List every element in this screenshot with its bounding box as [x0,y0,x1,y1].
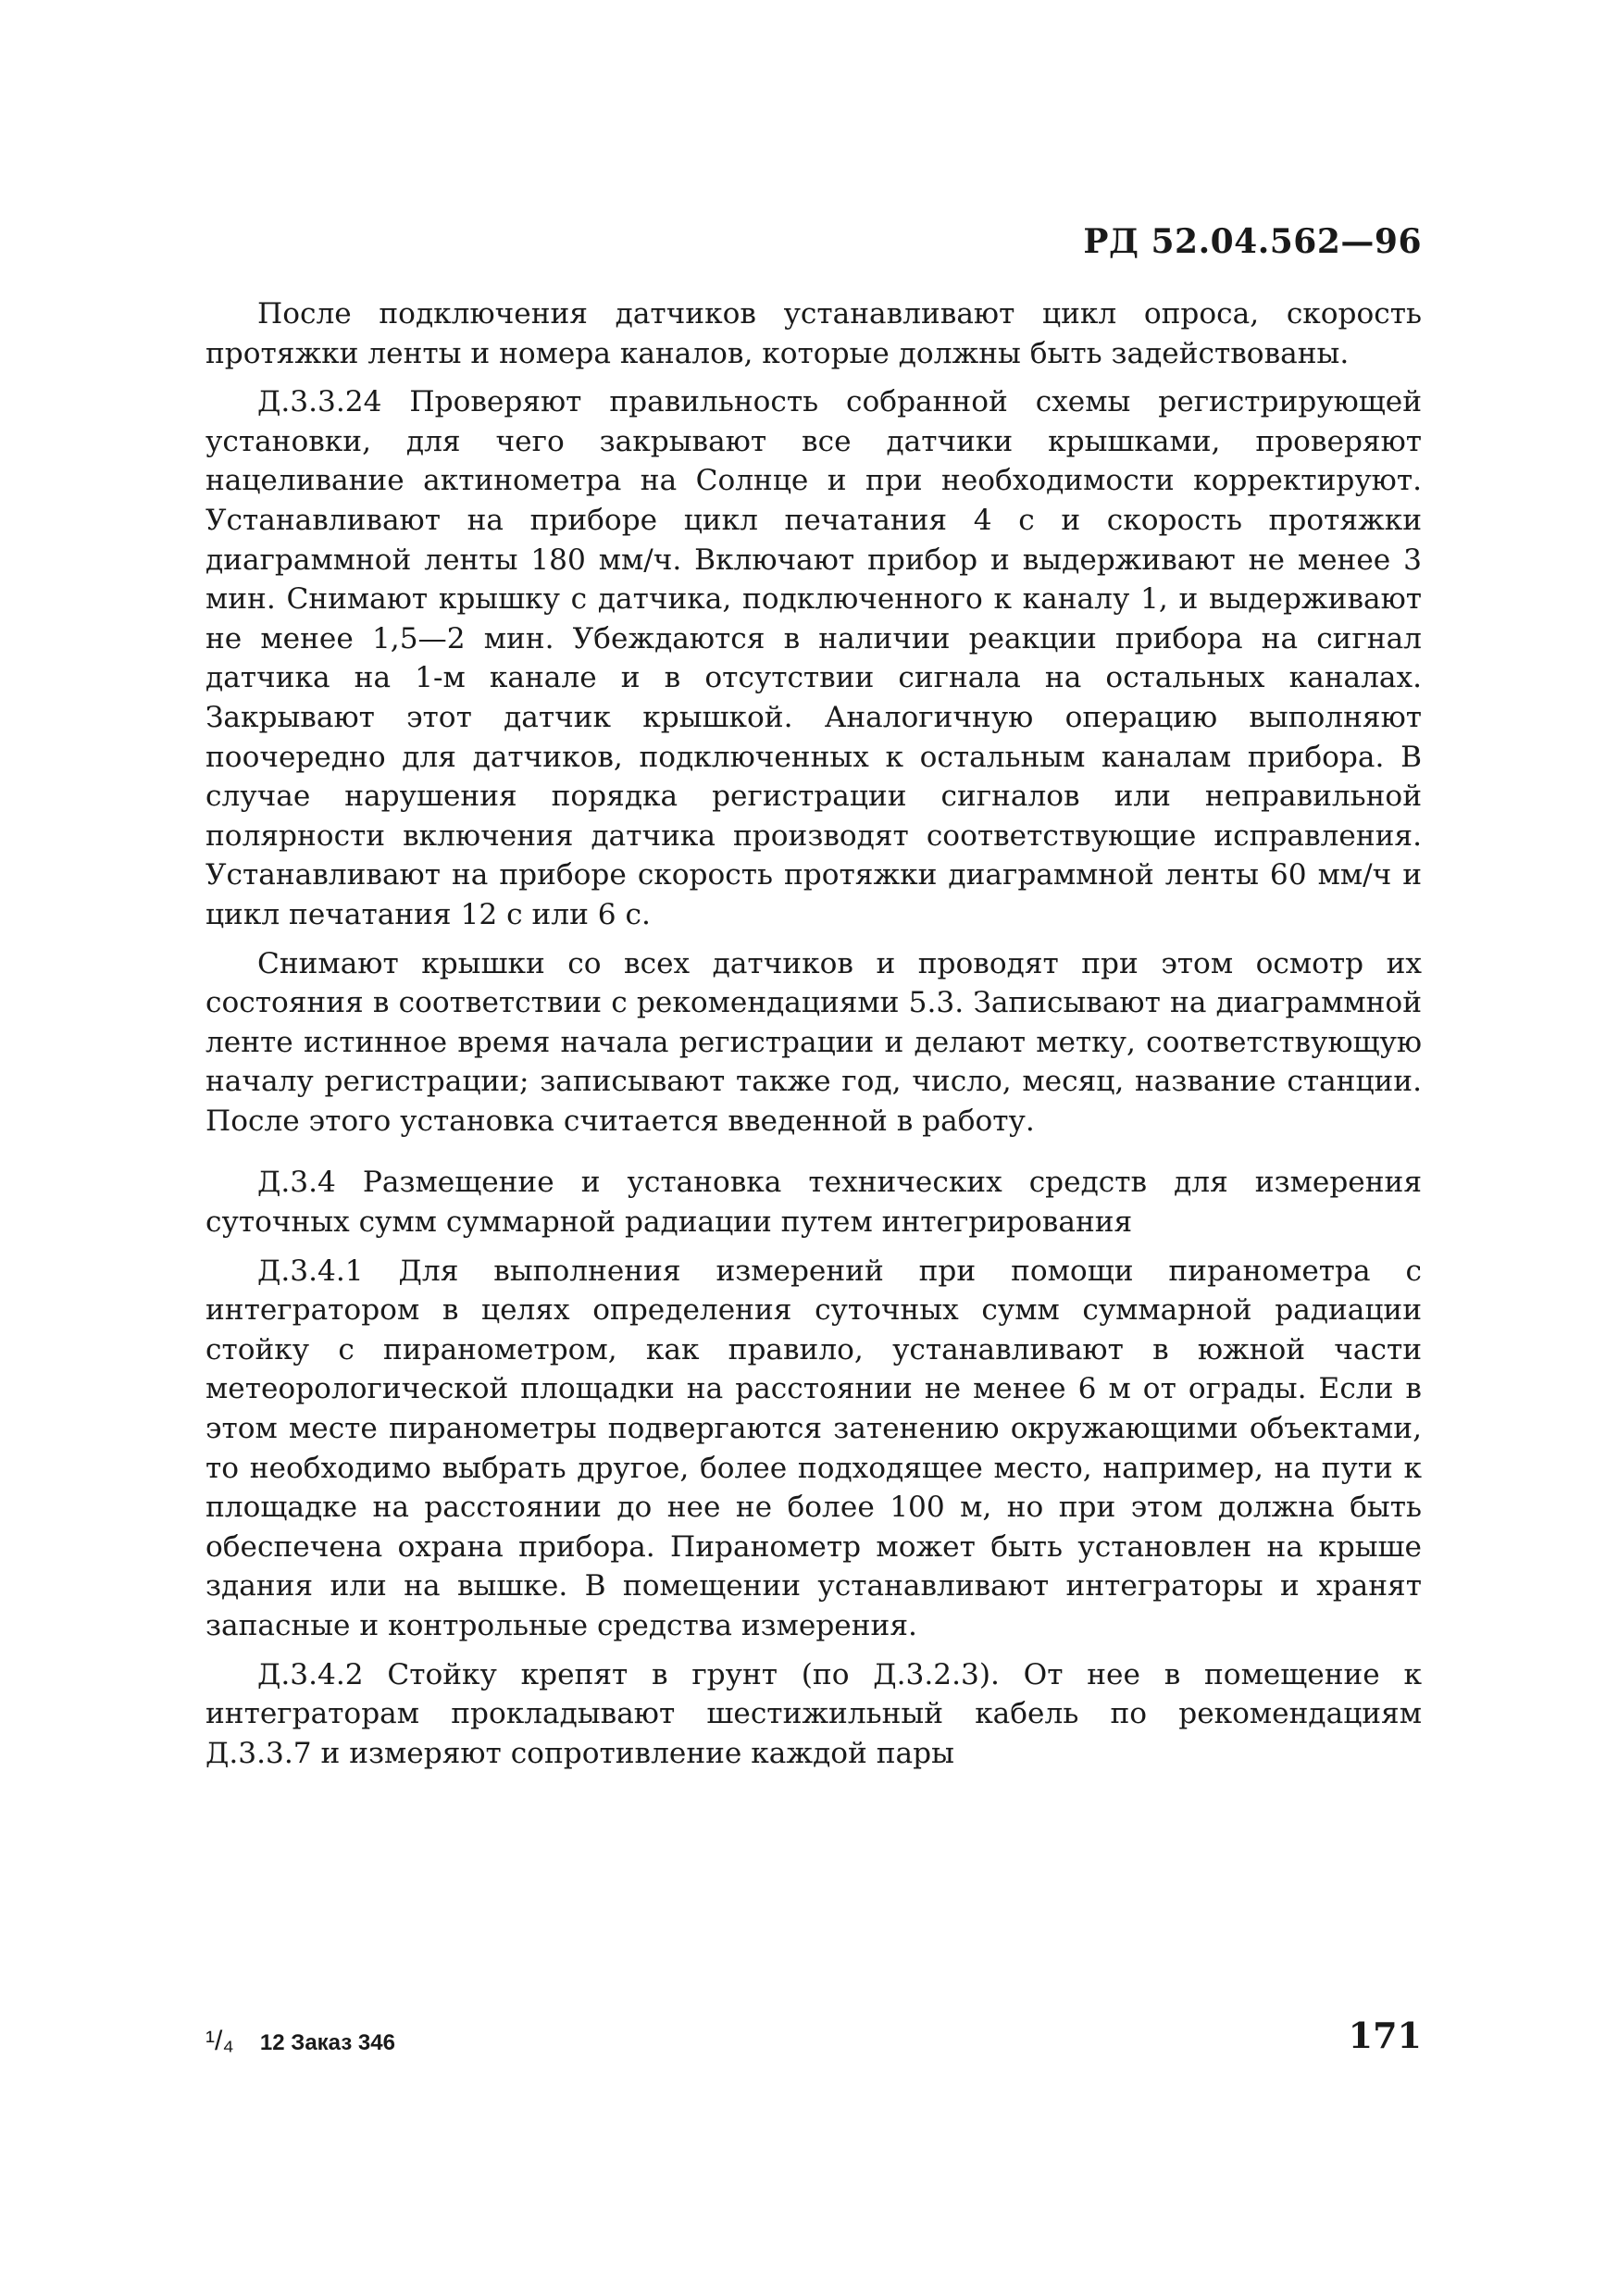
signature-fraction: ¹/₄ [205,2026,234,2056]
print-order-number: 12 Заказ 346 [259,2030,395,2055]
section-heading-d3-4: Д.3.4 Размещение и установка технических средств для измерения суточных сумм суммарной радиации путем интегрирования [205,1166,1422,1240]
paragraph-remove-covers: Снимают крышки со всех датчиков и проводят при этом осмотр их состояния в соответствии с рекомендациями 5.3. Записывают на диаграммной ленте истинное время начала регистрации и делают метку, соответствующую началу регистрации; записывают также год, число, месяц, название станции. После этого установка считается введенной в работу. [205,946,1422,1138]
document-body [205,294,1422,1773]
page-number: 171 [1348,2015,1422,2056]
print-order-mark [205,2026,395,2057]
paragraph-d3-4-2: Д.3.4.2 Стойку крепят в грунт (по Д.3.2.3). От нее в помещение к интеграторам прокладывают шестижильный кабель по рекомендациям Д.3.3.7 и измеряют сопротивление каждой пары [205,1657,1422,1770]
paragraph-d3-3-24: Д.3.3.24 Проверяют правильность собранной схемы регистрирующей установки, для чего закрывают все датчики крышками, проверяют нацеливание актинометра на Солнце и при необходимости корректируют. Устанавливают на приборе цикл печатания 4 с и скорость протяжки диаграммной ленты 180 мм/ч. Включают прибор и выдерживают не менее 3 мин. Снимают крышку с датчика, подключенного к каналу 1, и выдерживают не менее 1,5—2 мин. Убеждаются в наличии реакции прибора на сигнал датчика на 1-м канале и в отсутствии сигнала на остальных каналах. Закрывают этот датчик крышкой. Аналогичную операцию выполняют поочередно для датчиков, подключенных к остальным каналам прибора. В случае нарушения порядка регистрации сигналов или неправильной полярности включения датчика производят соответствующие исправления. Устанавливают на приборе скорость протяжки диаграммной ленты 60 мм/ч и цикл печатания 12 с или 6 с. [205,385,1422,931]
paragraph-d3-4-1: Д.3.4.1 Для выполнения измерений при помощи пиранометра с интегратором в целях определения суточных сумм суммарной радиации стойку с пиранометром, как правило, устанавливают в южной части метеорологической площадки на расстоянии не менее 6 м от ограды. Если в этом месте пиранометры подвергаются затенению окружающими объектами, то необходимо выбрать другое, более подходящее место, например, на пути к площадке на расстоянии до нее не более 100 м, но при этом должна быть обеспечена охрана прибора. Пиранометр может быть установлен на крыше здания или на вышке. В помещении устанавливают интеграторы и хранят запасные и контрольные средства измерения. [205,1254,1422,1642]
paragraph-sensor-setup: После подключения датчиков устанавливают цикл опроса, скорость протяжки ленты и номера каналов, которые должны быть задействованы. [205,297,1422,370]
document-code-header: РД 52.04.562—96 [1083,222,1422,261]
